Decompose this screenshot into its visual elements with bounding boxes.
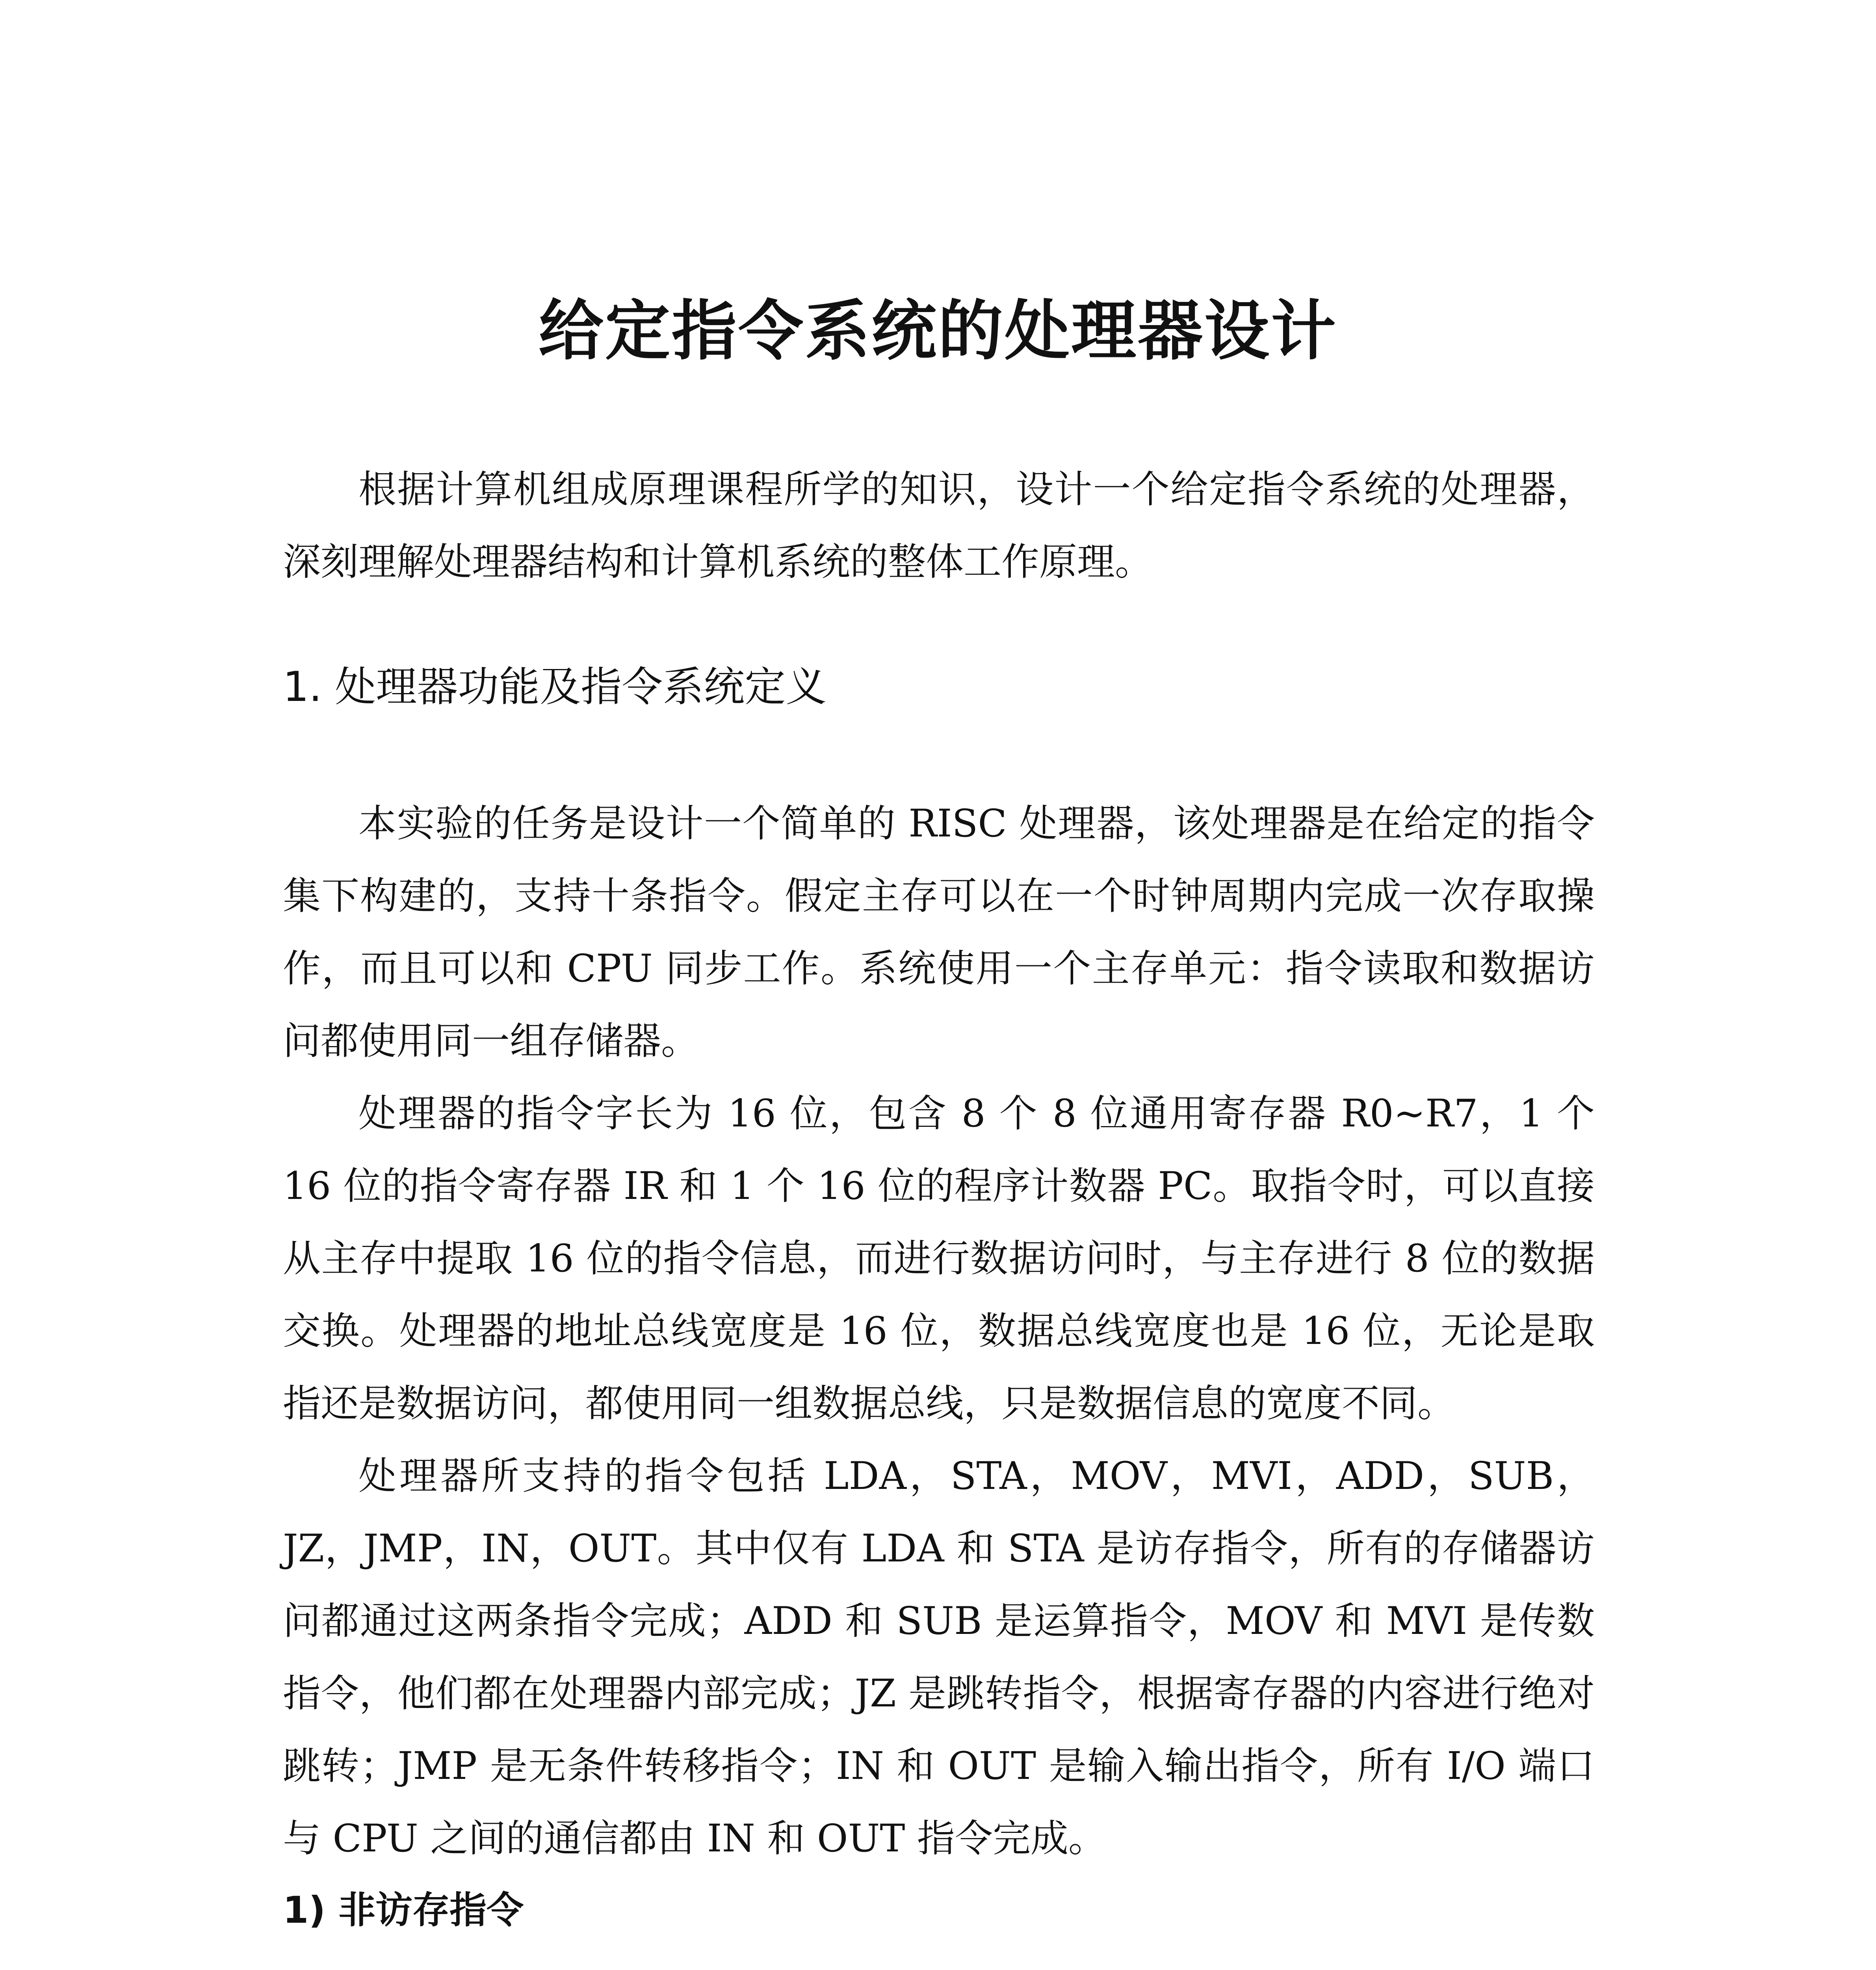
section-heading: 1. 处理器功能及指令系统定义	[283, 663, 827, 711]
instruction-item-add	[356, 1968, 1595, 1970]
document-title: 给定指令系统的处理器设计	[539, 293, 1337, 369]
document-body	[283, 453, 1595, 1970]
body-paragraph-instructions: 处理器所支持的指令包括 LDA，STA，MOV，MVI，ADD，SUB，JZ，JMP，IN，OUT。其中仅有 LDA 和 STA 是访存指令，所有的存储器访问都通过这两条指令完成；ADD 和 SUB 是运算指令，MOV 和 MVI 是传数指令，他们都在处理器内部完成；JZ 是跳转指令，根据寄存器的内容进行绝对跳转；JMP 是无条件转移指令；IN 和 OUT 是输入输出指令，所有 I/O 端口与 CPU 之间的通信都由 IN 和 OUT 指令完成。	[283, 1454, 1595, 1860]
subsection-heading: 1) 非访存指令	[283, 1889, 524, 1932]
body-paragraph-risc-task: 本实验的任务是设计一个简单的 RISC 处理器，该处理器是在给定的指令集下构建的，支持十条指令。假定主存可以在一个时钟周期内完成一次存取操作，而且可以和 CPU 同步工作。系统使用一个主存单元：指令读取和数据访问都使用同一组存储器。	[283, 801, 1595, 1063]
body-paragraph-registers: 处理器的指令字长为 16 位，包含 8 个 8 位通用寄存器 R0~R7，1 个 16 位的指令寄存器 IR 和 1 个 16 位的程序计数器 PC。取指令时，可以直接从主存中提取 16 位的指令信息，而进行数据访问时，与主存进行 8 位的数据交换。处理器的地址总线宽度是 16 位，数据总线宽度也是 16 位，无论是取指还是数据访问，都使用同一组数据总线，只是数据信息的宽度不同。	[283, 1091, 1595, 1425]
intro-paragraph: 根据计算机组成原理课程所学的知识，设计一个给定指令系统的处理器，深刻理解处理器结构和计算机系统的整体工作原理。	[283, 467, 1595, 584]
